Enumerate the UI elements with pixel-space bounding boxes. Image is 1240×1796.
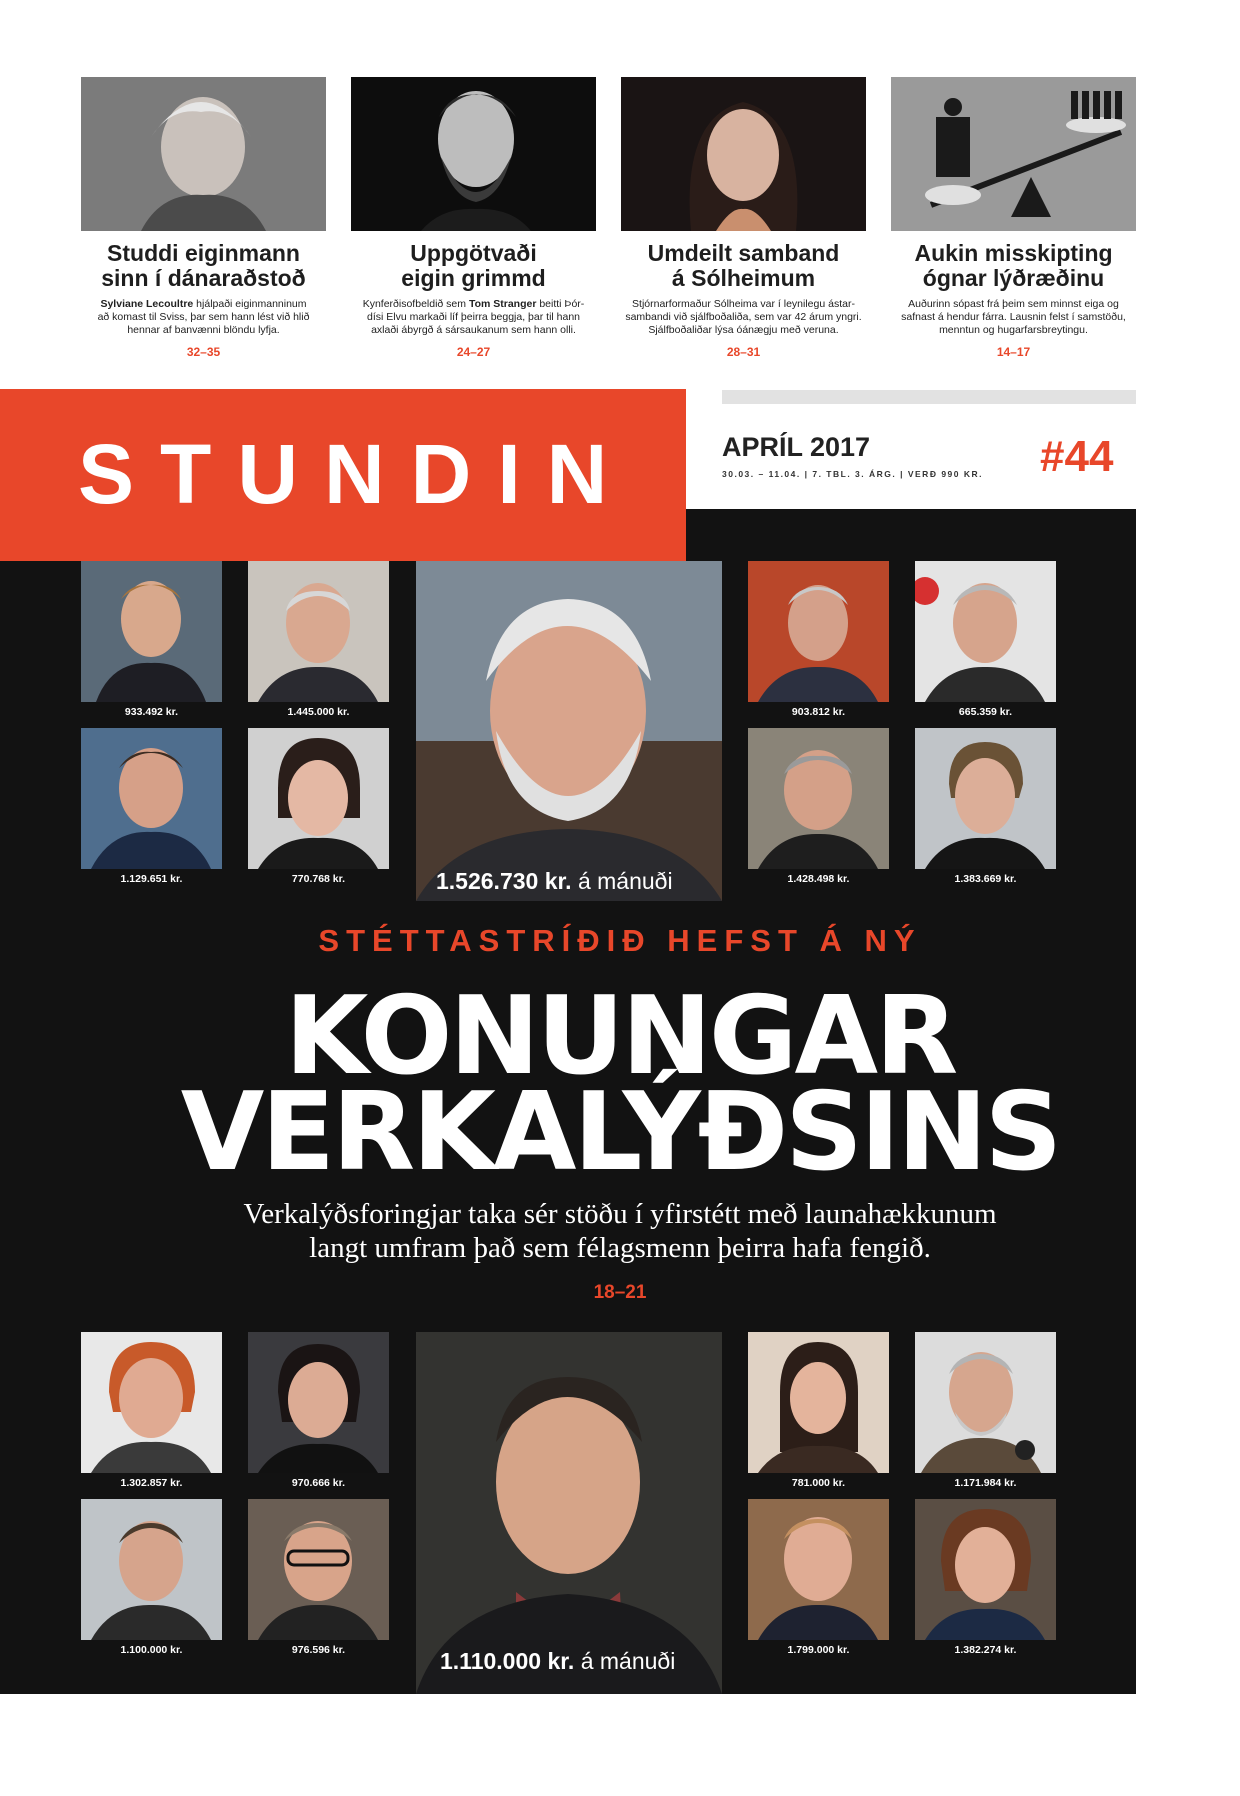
portrait-top-7 bbox=[748, 728, 889, 869]
teaser-4-title: Aukin misskipting ógnar lýðræðinu bbox=[914, 240, 1113, 291]
teaser-1-pages: 32–35 bbox=[186, 345, 221, 359]
issue-number: #44 bbox=[1040, 432, 1114, 481]
salary-top-8: 1.383.669 kr. bbox=[954, 873, 1017, 885]
portrait-top-5 bbox=[748, 561, 889, 702]
issue-meta: 30.03. – 11.04. | 7. TBL. 3. ÁRG. | VERÐ 990 KR. bbox=[722, 469, 984, 479]
header-rule bbox=[722, 390, 1136, 404]
teaser-1-text: Sylviane Lecoultre hjálpaði eiginmanninum að komast til Sviss, þar sem hann lést við hlið hennar af banvænni blöndu lyfja. bbox=[97, 298, 310, 336]
salary-bottom-1: 1.302.857 kr. bbox=[120, 1477, 183, 1489]
teaser-4[interactable] bbox=[891, 77, 1136, 359]
salary-top-2: 1.445.000 kr. bbox=[287, 706, 350, 718]
issue-date: APRÍL 2017 bbox=[722, 432, 871, 462]
salary-bottom-5: 781.000 kr. bbox=[791, 1477, 846, 1489]
salary-top-5: 903.812 kr. bbox=[791, 706, 846, 718]
portrait-top-3 bbox=[81, 728, 222, 869]
hero-salary-top: 1.526.730 kr. á mánuði bbox=[436, 868, 673, 894]
salary-bottom-7: 1.799.000 kr. bbox=[787, 1644, 850, 1656]
teaser-3-pages: 28–31 bbox=[726, 345, 761, 359]
cover-headline-line1: KONUNGAR bbox=[284, 974, 956, 1099]
teaser-3-photo bbox=[621, 77, 866, 231]
teaser-1[interactable] bbox=[81, 77, 326, 359]
teaser-1-title: Studdi eiginmann sinn í dánaraðstoð bbox=[101, 240, 306, 291]
portrait-bottom-1 bbox=[81, 1332, 222, 1473]
salary-bottom-8: 1.382.274 kr. bbox=[954, 1644, 1017, 1656]
teaser-4-text: Auðurinn sópast frá þeim sem minnst eiga og safnast á hendur fárra. Lausnin felst í samstöðu, menntun og hugarfarsbreytingu. bbox=[901, 298, 1126, 336]
teaser-2[interactable] bbox=[351, 77, 596, 359]
portrait-bottom-6 bbox=[915, 1332, 1056, 1473]
hero-salary-bottom: 1.110.000 kr. á mánuði bbox=[440, 1648, 676, 1674]
salary-top-1: 933.492 kr. bbox=[124, 706, 179, 718]
portrait-top-1 bbox=[81, 561, 222, 702]
salary-top-4: 770.768 kr. bbox=[291, 873, 346, 885]
teaser-1-photo bbox=[81, 77, 326, 231]
salary-top-7: 1.428.498 kr. bbox=[787, 873, 850, 885]
hero-portrait-bottom bbox=[416, 1332, 722, 1694]
teaser-2-photo bbox=[351, 77, 596, 231]
teaser-3-text: Stjórnarformaður Sólheima var í leynilegu ástar- sambandi við sjálfboðaliða, sem var 42 árum yngri. Sjálfboðaliðar lýsa óánægju með veruna. bbox=[625, 298, 862, 336]
salary-top-6: 665.359 kr. bbox=[958, 706, 1013, 718]
teaser-4-pages: 14–17 bbox=[996, 345, 1031, 359]
teaser-2-text: Kynferðisofbeldið sem Tom Stranger beitti Þór- dísi Elvu markaði líf þeirra beggja, þar til hann axlaði ábyrgð á sársaukanum sem hann olli. bbox=[362, 298, 585, 336]
teaser-3-title: Umdeilt samband á Sólheimum bbox=[647, 240, 840, 291]
teaser-4-illustration bbox=[891, 77, 1136, 231]
portrait-bottom-7 bbox=[748, 1499, 889, 1640]
portrait-bottom-8 bbox=[915, 1499, 1056, 1640]
teaser-3[interactable] bbox=[621, 77, 866, 359]
masthead-logo[interactable]: STUNDIN bbox=[78, 427, 634, 521]
portrait-top-4 bbox=[248, 728, 389, 869]
teaser-2-pages: 24–27 bbox=[456, 345, 491, 359]
portrait-bottom-3 bbox=[81, 1499, 222, 1640]
cover-deck: Verkalýðsforingjar taka sér stöðu í yfirstétt með launahækkunum langt umfram það sem félagsmenn þeirra hafa fengið. bbox=[243, 1198, 997, 1264]
portrait-top-6 bbox=[915, 561, 1056, 702]
salary-top-3: 1.129.651 kr. bbox=[120, 873, 183, 885]
teaser-2-title: Uppgötvaði eigin grimmd bbox=[401, 240, 546, 291]
portrait-bottom-5 bbox=[748, 1332, 889, 1473]
cover-kicker: STÉTTASTRÍÐIÐ HEFST Á NÝ bbox=[318, 923, 922, 958]
salary-bottom-3: 1.100.000 kr. bbox=[120, 1644, 183, 1656]
salary-bottom-6: 1.171.984 kr. bbox=[954, 1477, 1017, 1489]
hero-portrait-top bbox=[416, 561, 722, 901]
portrait-bottom-4 bbox=[248, 1499, 389, 1640]
portrait-bottom-2 bbox=[248, 1332, 389, 1473]
cover-headline-line2: VERKALÝÐSINS bbox=[180, 1070, 1060, 1195]
portrait-top-2 bbox=[248, 561, 389, 702]
cover-pages[interactable]: 18–21 bbox=[593, 1282, 647, 1303]
salary-bottom-4: 976.596 kr. bbox=[291, 1644, 346, 1656]
portrait-top-8 bbox=[915, 728, 1056, 869]
salary-bottom-2: 970.666 kr. bbox=[291, 1477, 346, 1489]
